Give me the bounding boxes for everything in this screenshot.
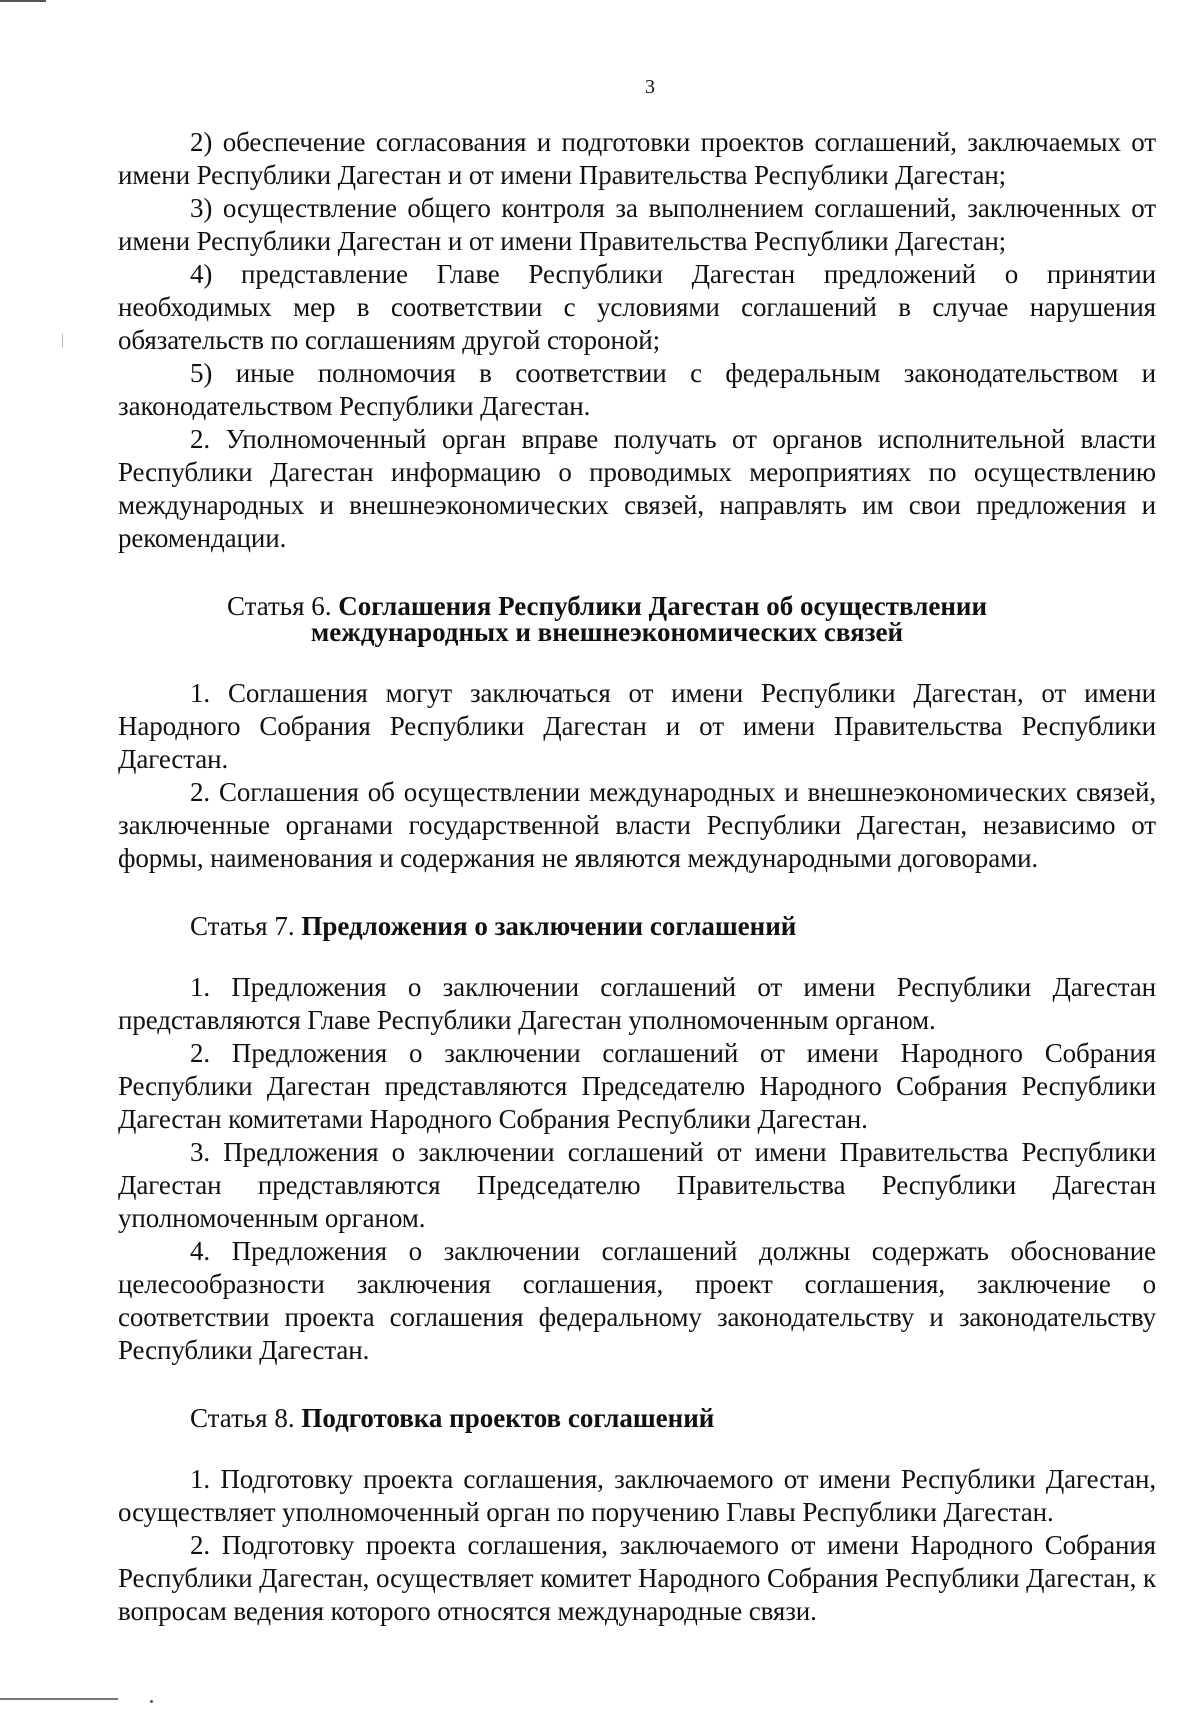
article-8-heading xyxy=(118,1405,1156,1431)
article-7 xyxy=(118,913,1156,1367)
paragraph: 3. Предложения о заключении соглашений от имени Правительства Республики Дагестан представляются Председателю Правительства Республики Дагестан уполномоченным органом. xyxy=(118,1137,1156,1233)
article-7-prefix: Статья 7. xyxy=(190,911,302,941)
article-7-title: Предложения о заключении соглашений xyxy=(301,911,797,941)
page-number: 3 xyxy=(645,76,655,98)
article-6-prefix: Статья 6. xyxy=(226,591,339,621)
article-8-prefix: Статья 8. xyxy=(190,1403,302,1433)
article-5-continuation xyxy=(118,126,1156,555)
article-6 xyxy=(118,593,1156,875)
paragraph: 1. Соглашения могут заключаться от имени Республики Дагестан, от имени Народного Собрания Республики Дагестан и от имени Правительства Республики Дагестан. xyxy=(118,678,1156,774)
article-6-title-line-1: Соглашения Республики Дагестан об осуществлении xyxy=(338,591,988,621)
article-6-title-line-2: международных и внешнеэкономических связей xyxy=(310,617,904,647)
paragraph: 2. Уполномоченный орган вправе получать от органов исполнительной власти Республики Дагестан информацию о проводимых мероприятиях по осуществлению международных и внешнеэкономических связей, направлять им свои предложения и рекомендации. xyxy=(118,424,1156,553)
paragraph: 2. Предложения о заключении соглашений от имени Народного Собрания Республики Дагестан представляются Председателю Народного Собрания Республики Дагестан комитетами Народного Собрания Республики Дагестан. xyxy=(118,1038,1156,1134)
article-8 xyxy=(118,1405,1156,1628)
paragraph: 3) осуществление общего контроля за выполнением соглашений, заключенных от имени Республики Дагестан и от имени Правительства Республики Дагестан; xyxy=(118,193,1156,256)
article-7-heading xyxy=(118,913,1156,939)
paragraph: 1. Подготовку проекта соглашения, заключаемого от имени Республики Дагестан, осуществляет уполномоченный орган по поручению Главы Республики Дагестан. xyxy=(118,1464,1156,1527)
paragraph: 2. Соглашения об осуществлении международных и внешнеэкономических связей, заключенные органами государственной власти Республики Дагестан, независимо от формы, наименования и содержания не являются международными договорами. xyxy=(118,777,1156,873)
paragraph: 4. Предложения о заключении соглашений должны содержать обоснование целесообразности заключения соглашения, проект соглашения, заключение о соответствии проекта соглашения федеральному законодательству и законодательству Республики Дагестан. xyxy=(118,1236,1156,1365)
paragraph: 2. Подготовку проекта соглашения, заключаемого от имени Народного Собрания Республики Дагестан, осуществляет комитет Народного Собрания Республики Дагестан, к вопросам ведения которого относятся международные связи. xyxy=(118,1530,1156,1626)
article-8-title: Подготовка проектов соглашений xyxy=(301,1403,715,1433)
paragraph: 4) представление Главе Республики Дагестан предложений о принятии необходимых мер в соответствии с условиями соглашений в случае нарушения обязательств по соглашениям другой стороной; xyxy=(118,259,1156,355)
paragraph: 2) обеспечение согласования и подготовки проектов соглашений, заключаемых от имени Республики Дагестан и от имени Правительства Республики Дагестан; xyxy=(118,127,1156,190)
article-6-heading xyxy=(118,593,1156,645)
paragraph: 5) иные полномочия в соответствии с федеральным законодательством и законодательством Республики Дагестан. xyxy=(118,358,1156,421)
paragraph: 1. Предложения о заключении соглашений от имени Республики Дагестан представляются Главе Республики Дагестан уполномоченным органом. xyxy=(118,972,1156,1035)
